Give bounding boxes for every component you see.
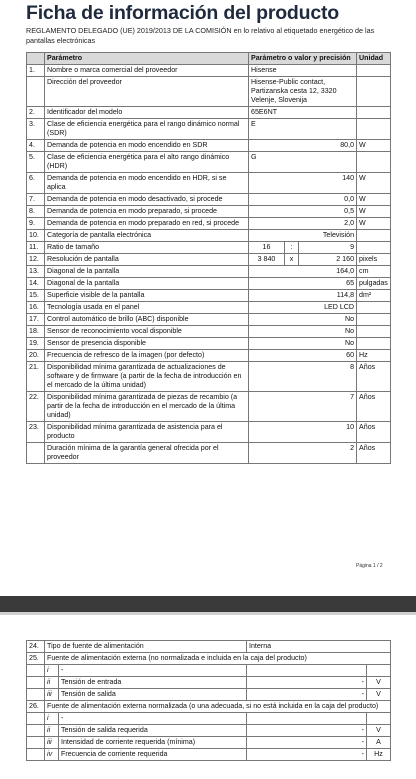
row-value-separator: x	[285, 254, 299, 266]
row-value: Hisense	[249, 65, 357, 77]
row-value: -	[247, 689, 367, 701]
row-parameter: Demanda de potencia en modo encendido en SDR	[45, 140, 249, 152]
row-number: 25.	[27, 653, 45, 665]
row-value: 140	[249, 173, 357, 194]
table-row	[27, 314, 391, 326]
table-row	[27, 302, 391, 314]
row-value: -	[247, 737, 367, 749]
row-parameter: Frecuencia de refresco de la imagen (por defecto)	[45, 350, 249, 362]
row-number: 2.	[27, 107, 45, 119]
row-number: 13.	[27, 266, 45, 278]
row-value-a: 3 840	[249, 254, 285, 266]
row-number	[27, 749, 45, 761]
row-value: Interna	[247, 641, 391, 653]
row-parameter: Tensión de salida requerida	[59, 725, 247, 737]
row-parameter: Duración mínima de la garantía general ofrecida por el proveedor	[45, 443, 249, 464]
row-parameter: Intensidad de corriente requerida (mínima)	[59, 737, 247, 749]
row-unit	[357, 326, 391, 338]
row-number: 12.	[27, 254, 45, 266]
row-unit	[357, 230, 391, 242]
row-number: 18.	[27, 326, 45, 338]
row-parameter: Categoría de pantalla electrónica	[45, 230, 249, 242]
row-number	[27, 677, 45, 689]
row-unit	[367, 713, 391, 725]
row-unit	[357, 119, 391, 140]
table-row	[27, 689, 391, 701]
table-row	[27, 338, 391, 350]
power-supply-table	[26, 640, 391, 761]
row-parameter: Resolución de pantalla	[45, 254, 249, 266]
row-parameter: Disponibilidad mínima garantizada de asistencia para el producto	[45, 422, 249, 443]
row-number: 3.	[27, 119, 45, 140]
page-number: Página 1 / 2	[356, 563, 383, 569]
row-number: 16.	[27, 302, 45, 314]
row-parameter: Clase de eficiencia energética para el alto rango dinámico (HDR)	[45, 152, 249, 173]
product-info-table	[26, 52, 391, 464]
page-title: Ficha de información del producto	[26, 2, 340, 24]
table-row	[27, 326, 391, 338]
row-parameter: Nombre o marca comercial del proveedor	[45, 65, 249, 77]
row-parameter: Demanda de potencia en modo encendido en HDR, si se aplica	[45, 173, 249, 194]
row-parameter: Diagonal de la pantalla	[45, 278, 249, 290]
row-value: -	[247, 725, 367, 737]
table-row	[27, 152, 391, 173]
row-value: No	[249, 314, 357, 326]
row-parameter: Fuente de alimentación externa (no normalizada e incluida en la caja del producto)	[45, 653, 391, 665]
table-row	[27, 737, 391, 749]
row-value: 0,5	[249, 206, 357, 218]
row-value: 114,8	[249, 290, 357, 302]
row-number: 14.	[27, 278, 45, 290]
row-value: Hisense-Public contact, Partizanska cesta 12, 3320 Velenje, Slovenija	[249, 77, 357, 107]
row-value-a: 16	[249, 242, 285, 254]
row-unit	[357, 152, 391, 173]
row-roman: iii	[45, 737, 59, 749]
table-row	[27, 653, 391, 665]
header-param: Parámetro	[45, 53, 249, 65]
row-number	[27, 665, 45, 677]
row-parameter: Ratio de tamaño	[45, 242, 249, 254]
table-row	[27, 254, 391, 266]
row-parameter: Fuente de alimentación externa normalizada (o una adecuada, si no está incluida en la caja del producto)	[45, 701, 391, 713]
table-row	[27, 641, 391, 653]
page-2-edge	[0, 612, 416, 615]
page-2-top-margin	[0, 612, 416, 640]
row-value: E	[249, 119, 357, 140]
row-parameter: Frecuencia de corriente requerida	[59, 749, 247, 761]
row-roman: i	[45, 713, 59, 725]
row-roman: i	[45, 665, 59, 677]
row-unit: dm²	[357, 290, 391, 302]
row-value: 8	[249, 362, 357, 392]
row-unit	[357, 65, 391, 77]
row-value-b: 2 160	[299, 254, 357, 266]
row-value-b: 9	[299, 242, 357, 254]
row-unit	[357, 302, 391, 314]
row-unit	[357, 107, 391, 119]
row-number: 23.	[27, 422, 45, 443]
table-row	[27, 266, 391, 278]
table-row	[27, 290, 391, 302]
row-unit: W	[357, 218, 391, 230]
table-row	[27, 173, 391, 194]
table-row	[27, 665, 391, 677]
row-unit: W	[357, 140, 391, 152]
regulation-subtitle: REGLAMENTO DELEGADO (UE) 2019/2013 DE LA COMISIÓN en lo relativo al etiquetado energético de las pantallas electrónicas	[26, 26, 375, 45]
row-value: Televisión	[249, 230, 357, 242]
row-parameter: Tensión de entrada	[59, 677, 247, 689]
row-number	[27, 77, 45, 107]
row-number: 21.	[27, 362, 45, 392]
row-value: No	[249, 326, 357, 338]
row-value	[247, 713, 367, 725]
row-parameter: -	[59, 665, 247, 677]
header-unit: Unidad	[357, 53, 391, 65]
row-value: 65E6NT	[249, 107, 357, 119]
table-row	[27, 65, 391, 77]
row-number: 20.	[27, 350, 45, 362]
row-number: 5.	[27, 152, 45, 173]
table-row	[27, 422, 391, 443]
row-value: LED LCD	[249, 302, 357, 314]
table-row	[27, 206, 391, 218]
row-value: 2,0	[249, 218, 357, 230]
row-unit	[357, 77, 391, 107]
row-number: 26.	[27, 701, 45, 713]
row-number: 22.	[27, 392, 45, 422]
product-info-body	[27, 53, 391, 464]
row-unit: Años	[357, 422, 391, 443]
power-supply-body	[27, 641, 391, 761]
row-parameter: Demanda de potencia en modo preparado en red, si procede	[45, 218, 249, 230]
row-value: 7	[249, 392, 357, 422]
row-value: 65	[249, 278, 357, 290]
row-unit	[367, 665, 391, 677]
table-row	[27, 749, 391, 761]
row-parameter: Tipo de fuente de alimentación	[45, 641, 247, 653]
row-parameter: Dirección del proveedor	[45, 77, 249, 107]
row-parameter: Diagonal de la pantalla	[45, 266, 249, 278]
row-unit: V	[367, 725, 391, 737]
row-value: -	[247, 749, 367, 761]
row-number: 24.	[27, 641, 45, 653]
row-unit: W	[357, 194, 391, 206]
row-value-separator: :	[285, 242, 299, 254]
row-parameter: Disponibilidad mínima garantizada de piezas de recambio (a partir de la fecha de introducción en el mercado de la última unidad)	[45, 392, 249, 422]
row-unit: V	[367, 677, 391, 689]
row-number: 15.	[27, 290, 45, 302]
row-unit: Hz	[367, 749, 391, 761]
table-row	[27, 218, 391, 230]
row-number: 10.	[27, 230, 45, 242]
table-row	[27, 119, 391, 140]
row-unit: Años	[357, 443, 391, 464]
row-value: 80,0	[249, 140, 357, 152]
row-parameter: Disponibilidad mínima garantizada de actualizaciones de software y de firmware (a partir de la fecha de introducción en el mercado de la última unidad)	[45, 362, 249, 392]
table-row	[27, 278, 391, 290]
table-row	[27, 77, 391, 107]
table-row	[27, 725, 391, 737]
table-row	[27, 677, 391, 689]
table-row	[27, 350, 391, 362]
row-unit: Años	[357, 362, 391, 392]
row-number: 11.	[27, 242, 45, 254]
row-value: 10	[249, 422, 357, 443]
row-unit: cm	[357, 266, 391, 278]
row-parameter: Sensor de reconocimiento vocal disponible	[45, 326, 249, 338]
row-number: 8.	[27, 206, 45, 218]
row-number	[27, 713, 45, 725]
row-unit: W	[357, 173, 391, 194]
row-unit: V	[367, 689, 391, 701]
row-parameter: Demanda de potencia en modo desactivado, si procede	[45, 194, 249, 206]
table-header-row	[27, 53, 391, 65]
row-value: -	[247, 677, 367, 689]
row-roman: ii	[45, 725, 59, 737]
row-number	[27, 443, 45, 464]
row-number: 7.	[27, 194, 45, 206]
row-unit: pulgadas	[357, 278, 391, 290]
row-number: 4.	[27, 140, 45, 152]
table-row	[27, 242, 391, 254]
table-row	[27, 392, 391, 422]
row-parameter: Control automático de brillo (ABC) disponible	[45, 314, 249, 326]
header-num-cell	[27, 53, 45, 65]
row-number: 1.	[27, 65, 45, 77]
page-separator	[0, 596, 416, 612]
header-value: Parámetro o valor y precisión	[249, 53, 357, 65]
table-row	[27, 701, 391, 713]
table-row	[27, 194, 391, 206]
row-number: 17.	[27, 314, 45, 326]
table-row	[27, 362, 391, 392]
row-number: 19.	[27, 338, 45, 350]
row-parameter: Tensión de salida	[59, 689, 247, 701]
row-unit	[357, 242, 391, 254]
row-value: G	[249, 152, 357, 173]
row-number: 6.	[27, 173, 45, 194]
row-roman: iii	[45, 689, 59, 701]
row-parameter: Identificador del modelo	[45, 107, 249, 119]
row-value: 164,0	[249, 266, 357, 278]
table-row	[27, 107, 391, 119]
row-parameter: Sensor de presencia disponible	[45, 338, 249, 350]
row-unit: pixels	[357, 254, 391, 266]
table-row	[27, 713, 391, 725]
row-parameter: Superficie visible de la pantalla	[45, 290, 249, 302]
row-number	[27, 689, 45, 701]
row-value: 2	[249, 443, 357, 464]
row-parameter: Clase de eficiencia energética para el rango dinámico normal (SDR)	[45, 119, 249, 140]
row-unit: Hz	[357, 350, 391, 362]
row-parameter: Demanda de potencia en modo preparado, si procede	[45, 206, 249, 218]
row-roman: ii	[45, 677, 59, 689]
row-value: 60	[249, 350, 357, 362]
row-number	[27, 725, 45, 737]
row-unit: Años	[357, 392, 391, 422]
table-row	[27, 443, 391, 464]
row-unit	[357, 338, 391, 350]
row-number	[27, 737, 45, 749]
table-row	[27, 230, 391, 242]
row-value: No	[249, 338, 357, 350]
row-number: 9.	[27, 218, 45, 230]
row-parameter: -	[59, 713, 247, 725]
row-unit: A	[367, 737, 391, 749]
row-unit	[357, 314, 391, 326]
row-unit: W	[357, 206, 391, 218]
row-value	[247, 665, 367, 677]
table-row	[27, 140, 391, 152]
row-roman: iv	[45, 749, 59, 761]
row-value: 0,0	[249, 194, 357, 206]
row-parameter: Tecnología usada en el panel	[45, 302, 249, 314]
